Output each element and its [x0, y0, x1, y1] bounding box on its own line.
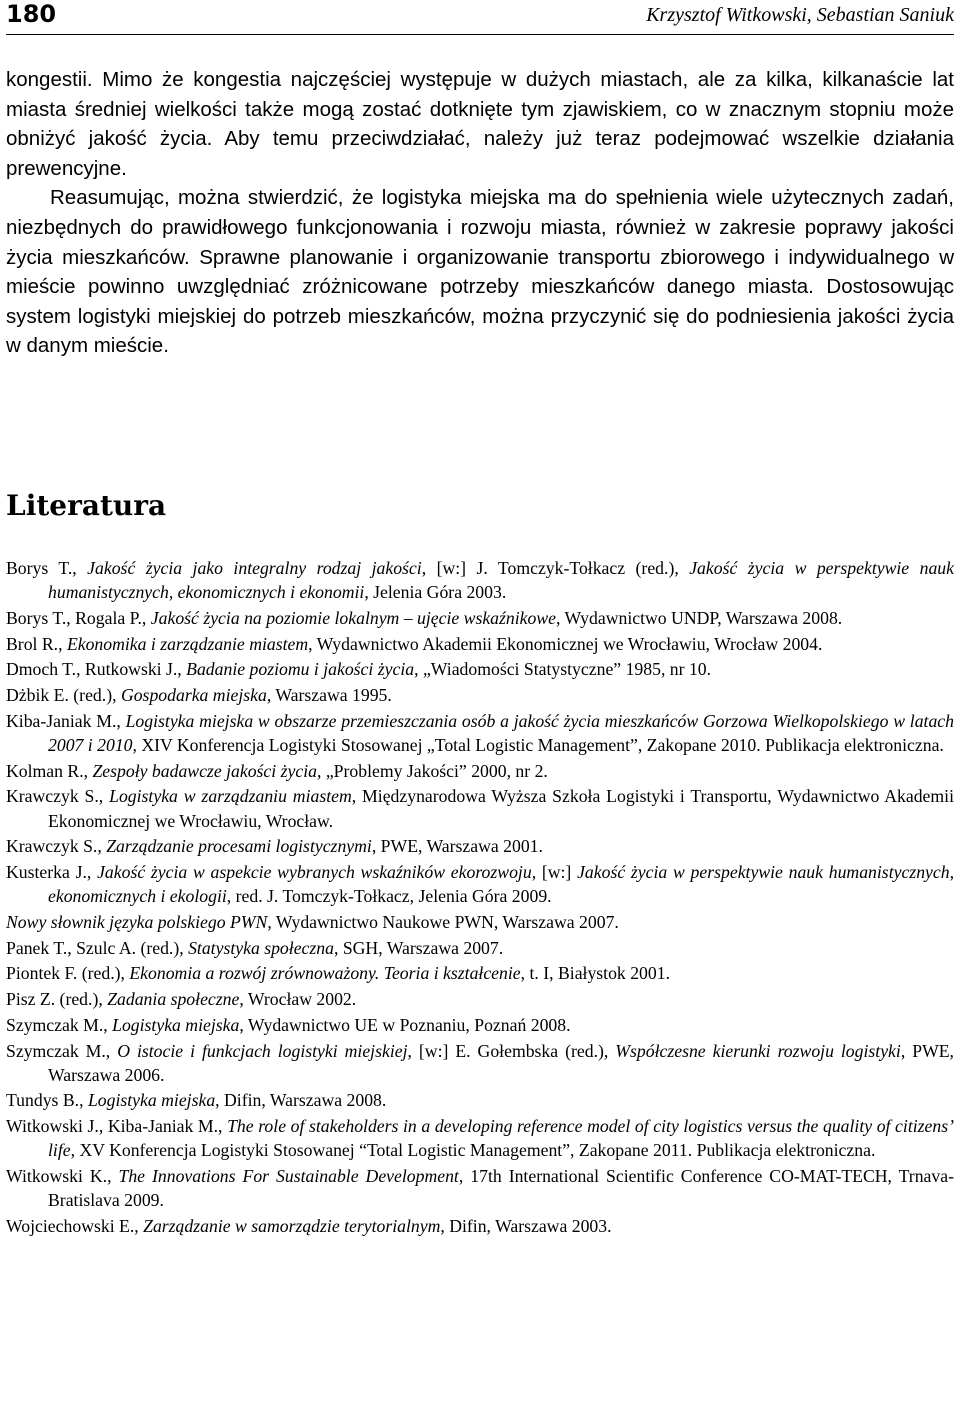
- entry-title: Logistyka miejska: [112, 1014, 240, 1035]
- paragraph-continuation: kongestii. Mimo że kongestia najczęściej występuje w dużych miastach, ale za kilka, kilkanaście lat miasta średniej wielkości także mogą zostać dotknięte tym zjawiskiem, co w znacznym stopniu może obniżyć jakość życia. Aby temu przeciwdziałać, należy już teraz podejmować wszelkie działania prewencyjne.: [6, 68, 954, 180]
- entry-details: , Wydawnictwo UNDP, Warszawa 2008.: [556, 607, 843, 628]
- entry-title: Logistyka miejska w obszarze przemieszczania osób a jakość życia mieszkańców Gorzowa Wielkopolskiego w latach 2007 i 2010: [48, 710, 954, 756]
- entry-details-secondary: , PWE, Warszawa 2006.: [48, 1040, 954, 1085]
- bibliography-entry: [6, 1013, 954, 1037]
- bibliography-entry: [6, 1088, 954, 1112]
- entry-title: Jakość życia na poziomie lokalnym – ujęcie wskaźnikowe: [150, 607, 557, 628]
- entry-details: , XIV Konferencja Logistyki Stosowanej „Total Logistic Management”, Zakopane 2010. Publikacja elektroniczna.: [132, 735, 944, 756]
- entry-author: Krawczyk S.,: [6, 836, 107, 857]
- running-head: Krzysztof Witkowski, Sebastian Saniuk: [646, 4, 954, 26]
- entry-title: Badanie poziomu i jakości życia: [186, 659, 415, 680]
- entry-title-secondary: Jakość życia w perspektywie nauk humanistycznych, ekonomicznych i ekonomii: [48, 558, 954, 603]
- entry-details: , Difin, Warszawa 2008.: [215, 1090, 387, 1111]
- entry-author: Szymczak M.,: [6, 1040, 118, 1061]
- bibliography-entry: [6, 961, 954, 985]
- entry-details: , XV Konferencja Logistyki Stosowanej “Total Logistic Management”, Zakopane 2011. Publikacja elektroniczna.: [70, 1140, 876, 1161]
- page-header: [6, 0, 954, 35]
- entry-title: Logistyka miejska: [87, 1090, 216, 1111]
- entry-author: Dżbik E. (red.),: [6, 685, 121, 706]
- entry-title: Gospodarka miejska: [120, 685, 267, 706]
- entry-details: , Międzynarodowa Wyższa Szkoła Logistyki i Transportu, Wydawnictwo Akademii Ekonomicznej we Wrocławiu, Wrocław.: [48, 786, 954, 831]
- bibliography-entry: [6, 759, 954, 783]
- entry-details: , Wrocław 2002.: [239, 989, 357, 1010]
- entry-details: , [w:]: [531, 862, 578, 883]
- bibliography-entry: [6, 1164, 954, 1213]
- entry-details: , t. I, Białystok 2001.: [520, 963, 670, 984]
- entry-author: Szymczak M.,: [6, 1014, 113, 1035]
- entry-author: Tundys B.,: [6, 1090, 88, 1111]
- bibliography-entry: [6, 683, 954, 707]
- bibliography-entry: [6, 987, 954, 1011]
- entry-details: , „Wiadomości Statystyczne” 1985, nr 10.: [414, 659, 712, 680]
- entry-title: Ekonomia a rozwój zrównoważony. Teoria i kształcenie: [129, 963, 521, 984]
- bibliography-list: [6, 556, 954, 1240]
- bibliography-entry: [6, 860, 954, 909]
- bibliography-entry: [6, 632, 954, 656]
- entry-details: , Wydawnictwo UE w Poznaniu, Poznań 2008.: [239, 1014, 571, 1035]
- entry-title: The Innovations For Sustainable Development: [118, 1166, 459, 1187]
- bibliography-entry: [6, 784, 954, 833]
- entry-details: , PWE, Warszawa 2001.: [371, 836, 543, 857]
- bibliography-entry: [6, 606, 954, 630]
- entry-author: Borys T.,: [6, 558, 88, 578]
- entry-title: O istocie i funkcjach logistyki miejskiej: [117, 1040, 408, 1061]
- bibliography-entry: [6, 709, 954, 758]
- entry-details: , Difin, Warszawa 2003.: [440, 1216, 612, 1237]
- entry-details: , Wydawnictwo Akademii Ekonomicznej we Wrocławiu, Wrocław 2004.: [308, 633, 823, 654]
- entry-details-secondary: , Jelenia Góra 2003.: [364, 582, 507, 603]
- entry-title: Zespoły badawcze jakości życia: [92, 760, 317, 781]
- bibliography-entry: [6, 936, 954, 960]
- entry-title: Zarządzanie w samorządzie terytorialnym: [143, 1216, 441, 1237]
- entry-title: Jakość życia jako integralny rodzaj jakości: [87, 558, 422, 578]
- entry-author: Pisz Z. (red.),: [6, 989, 108, 1010]
- bibliography-entry: [6, 1114, 954, 1163]
- entry-title-secondary: Współczesne kierunki rozwoju logistyki: [615, 1040, 901, 1061]
- entry-author: Kiba-Janiak M.,: [6, 710, 126, 731]
- entry-author: Kusterka J.,: [6, 862, 98, 883]
- entry-details: , SGH, Warszawa 2007.: [333, 937, 504, 958]
- entry-author: Borys T., Rogala P.,: [6, 607, 151, 628]
- entry-author: Brol R.,: [6, 633, 67, 654]
- bibliography-entry: [6, 1039, 954, 1088]
- paragraph-conclusion: Reasumując, można stwierdzić, że logistyka miejska ma do spełnienia wiele użytecznych zadań, niezbędnych do prawidłowego funkcjonowania i rozwoju miasta, również w zakresie poprawy jakości życia mieszkańców. Sprawne planowanie i organizowanie transportu zbiorowego i indywidualnego w mieście powinno uwzględniać zróżnicowane potrzeby mieszkańców danego miasta. Dostosowując system logistyki miejskiej do potrzeb mieszkańców, można przyczynić się do podniesienia jakości życia w danym mieście.: [6, 186, 954, 358]
- body-text: [6, 65, 954, 361]
- entry-details-secondary: , red. J. Tomczyk-Tołkacz, Jelenia Góra 2009.: [226, 886, 552, 907]
- bibliography-entry: [6, 834, 954, 858]
- bibliography-entry: [6, 910, 954, 934]
- entry-details: , [w:] E. Gołembska (red.),: [407, 1040, 616, 1061]
- entry-title: Nowy słownik języka polskiego PWN: [6, 912, 268, 933]
- entry-details: , [w:] J. Tomczyk-Tołkacz (red.),: [421, 558, 690, 578]
- entry-author: Krawczyk S.,: [6, 786, 110, 807]
- entry-details: , Wydawnictwo Naukowe PWN, Warszawa 2007.: [267, 912, 619, 933]
- entry-title: The role of stakeholders in a developing reference model of city logistics versus the quality of citizens’ life: [48, 1116, 954, 1161]
- entry-details: , Warszawa 1995.: [266, 685, 392, 706]
- bibliography-entry: [6, 657, 954, 681]
- entry-title: Statystyka społeczna: [188, 937, 334, 958]
- entry-title: Zadania społeczne: [107, 989, 240, 1010]
- entry-details: , „Problemy Jakości” 2000, nr 2.: [316, 760, 548, 781]
- entry-author: Wojciechowski E.,: [6, 1216, 144, 1237]
- entry-title: Zarządzanie procesami logistycznymi: [106, 836, 372, 857]
- bibliography-entry: [6, 556, 954, 605]
- entry-title: Logistyka w zarządzaniu miastem: [109, 786, 352, 807]
- entry-author: Panek T., Szulc A. (red.),: [6, 937, 189, 958]
- entry-title: Ekonomika i zarządzanie miastem: [66, 633, 309, 654]
- entry-title-secondary: Jakość życia w perspektywie nauk humanistycznych, ekonomicznych i ekologii: [48, 862, 955, 907]
- entry-author: Witkowski K.,: [6, 1166, 119, 1187]
- bibliography-entry: [6, 1214, 954, 1238]
- entry-author: Piontek F. (red.),: [6, 963, 130, 984]
- entry-author: Witkowski J., Kiba-Janiak M.,: [6, 1116, 228, 1137]
- page-number: 180: [6, 0, 57, 28]
- entry-title: Jakość życia w aspekcie wybranych wskaźników ekorozwoju: [97, 862, 532, 883]
- entry-details: , 17th International Scientific Conference CO-MAT-TECH, Trnava-Bratislava 2009.: [48, 1166, 954, 1211]
- literature-heading: Literatura: [6, 489, 167, 522]
- entry-author: Kolman R.,: [6, 760, 93, 781]
- entry-author: Dmoch T., Rutkowski J.,: [6, 659, 187, 680]
